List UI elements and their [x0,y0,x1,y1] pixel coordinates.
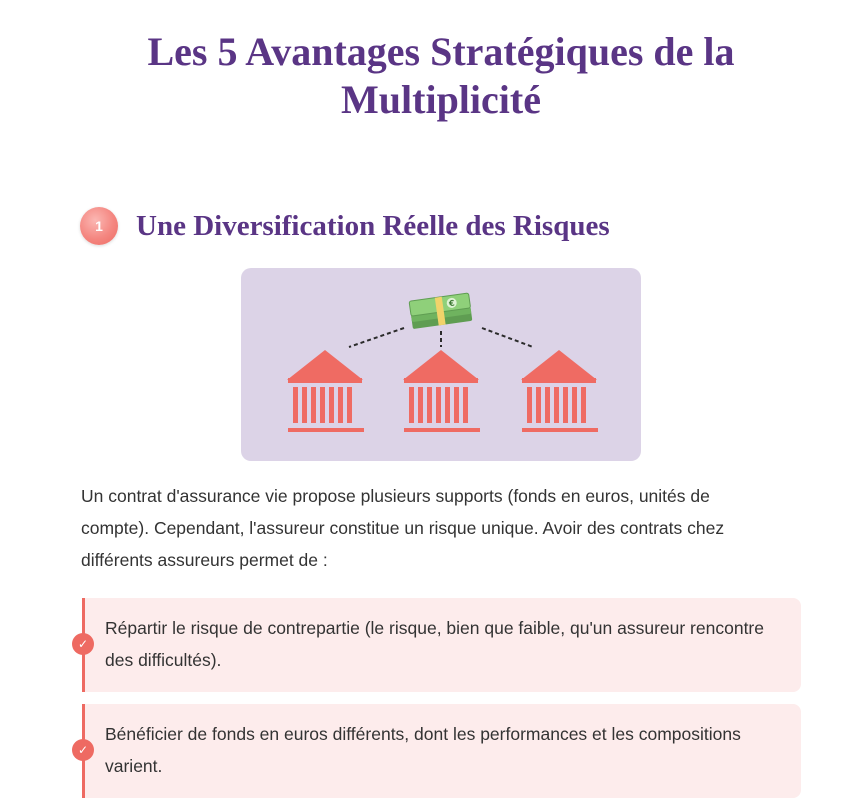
benefit-text: Répartir le risque de contrepartie (le risque, bien que faible, qu'un assureur rencontre des difficultés). [105,618,764,670]
page-title: Les 5 Avantages Stratégiques de la Multiplicité [147,29,735,122]
section-heading [80,205,610,247]
diversification-illustration [241,268,641,461]
bank-icon [403,350,480,432]
connector-lines [349,328,533,347]
benefit-text: Bénéficier de fonds en euros différents, dont les performances et les compositions varient. [105,724,741,776]
currency-symbol: € [448,298,456,309]
check-icon: ✓ [72,739,94,761]
money-stack-icon [409,293,472,329]
section-title: Une Diversification Réelle des Risques [136,209,610,242]
section-number-badge: 1 [80,207,118,245]
benefit-item [77,598,801,692]
bank-icon [521,350,598,432]
benefit-item [77,704,801,798]
intro-paragraph: Un contrat d'assurance vie propose plusieurs supports (fonds en euros, unités de compte). Cependant, l'assureur constitue un risque unique. Avoir des contrats chez différents assureurs permet de : [81,486,725,570]
check-icon: ✓ [72,633,94,655]
bank-icon [287,350,364,432]
